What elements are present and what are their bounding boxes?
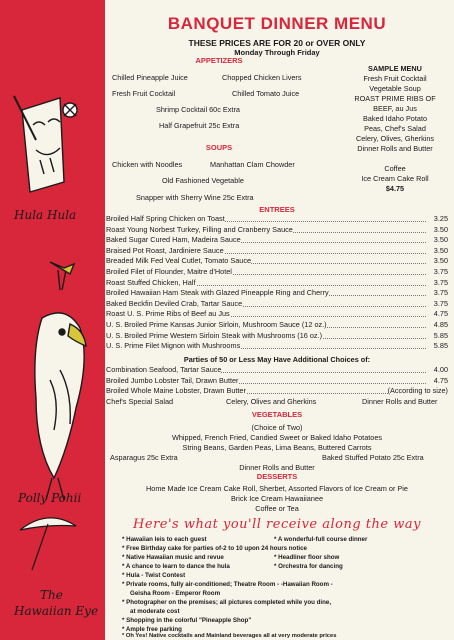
entree-price: 3.75 <box>433 277 448 287</box>
veg-choice: (Choice of Two) <box>251 423 303 432</box>
chef-celery: Celery, Olives and Gherkins <box>226 397 317 406</box>
entree-price: 4.85 <box>433 320 448 329</box>
entree-price: 3.75 <box>433 267 448 276</box>
decorative-sidebar <box>0 0 105 640</box>
entree-row <box>106 267 448 277</box>
sample-spacer <box>340 154 450 164</box>
entree-row <box>106 225 448 235</box>
extras-heading: Here's what you'll receive along the way <box>133 517 421 532</box>
entree-price: 3.50 <box>433 235 448 245</box>
dessert-coffee: Coffee or Tea <box>255 504 299 513</box>
extras-bullet: * A wonderful-full course dinner <box>274 536 368 543</box>
sample-menu-heading: SAMPLE MENU <box>368 64 422 73</box>
entree-price: 3.75 <box>433 298 448 308</box>
sidebar-label-hawaiian-eye: Hawaiian Eye <box>14 604 99 618</box>
veg-asparagus: Asparagus 25c Extra <box>110 453 178 462</box>
soup-item: Snapper with Sherry Wine 25c Extra <box>136 193 254 202</box>
extras-bullet: Geisha Room - Emperor Room <box>130 590 221 597</box>
entree-price: (According to size) <box>387 386 448 396</box>
entree-name: Roast Stuffed Chicken, Half <box>106 277 196 287</box>
entree-row <box>106 256 448 266</box>
entree-name: Broiled Filet of Flounder, Maitre d'Hotel <box>106 267 232 276</box>
entree-row <box>106 309 448 319</box>
appetizer-item: Chilled Tomato Juice <box>232 89 300 98</box>
sample-line: Ice Cream Cake Roll <box>361 174 429 183</box>
entree-name: U. S. Broiled Prime Western Sirloin Steak with Mushrooms (16 oz.) <box>106 330 323 340</box>
sidebar-label-polly: Polly Pohii <box>18 491 82 505</box>
entree-row <box>106 341 448 351</box>
entree-row <box>106 331 448 341</box>
entree-row <box>106 376 448 386</box>
sample-menu <box>340 64 450 194</box>
veg-line: Whipped, French Fried, Candied Sweet or Baked Idaho Potatoes <box>171 433 383 442</box>
vegetables-heading: VEGETABLES <box>251 410 303 419</box>
extras-bullet: * Orchestra for dancing <box>274 563 343 570</box>
entree-price: 3.25 <box>433 214 448 223</box>
veg-stuffed-potato: Baked Stuffed Potato 25c Extra <box>322 453 424 462</box>
entree-price: 5.85 <box>433 330 448 340</box>
extras-bullet: at moderate cost <box>130 608 180 615</box>
extras-bullet: * Hula - Twist Contest <box>122 572 186 579</box>
appetizer-item: Fresh Fruit Cocktail <box>112 89 176 98</box>
sample-line: Coffee <box>384 164 406 173</box>
desserts-heading: DESSERTS <box>256 472 298 481</box>
entree-row <box>106 320 448 330</box>
entree-row <box>106 278 448 288</box>
soup-item: Old Fashioned Vegetable <box>162 176 244 185</box>
sidebar-label-hula: Hula Hula <box>14 208 77 222</box>
sample-line: Celery, Olives, Gherkins <box>355 134 435 143</box>
entree-row <box>106 365 448 375</box>
entree-name: Baked Sugar Cured Ham, Madeira Sauce <box>106 235 241 245</box>
extras-bullet: * Free Birthday cake for parties of-2 to 10 upon 24 hours notice <box>122 545 307 552</box>
entree-row <box>106 288 448 298</box>
entree-row <box>106 235 448 245</box>
appetizer-item: Half Grapefruit 25c Extra <box>159 121 240 130</box>
page-title: BANQUET DINNER MENU <box>167 14 387 33</box>
entree-row <box>106 299 448 309</box>
entree-price: 5.85 <box>433 341 448 351</box>
sample-line: BEEF, au Jus <box>373 104 417 113</box>
entree-name: Broiled Hawaiian Ham Steak with Glazed Pineapple Ring and Cherry <box>106 288 329 298</box>
entree-row <box>106 246 448 256</box>
veg-rolls: Dinner Rolls and Butter <box>239 463 315 472</box>
entree-price: 3.50 <box>433 224 448 234</box>
chef-rolls: Dinner Rolls and Butter <box>362 397 438 406</box>
dessert-line: Brick Ice Cream Hawaiianee <box>230 494 324 503</box>
chef-salad: Chef's Special Salad <box>106 397 174 406</box>
entree-name: Combination Seafood, Tartar Sauce <box>106 365 222 374</box>
appetizer-item: Chilled Pineapple Juice <box>112 73 188 82</box>
sample-line: Baked Idaho Potato <box>362 114 428 123</box>
days-notice: Monday Through Friday <box>234 48 320 57</box>
entree-price: 3.50 <box>433 256 448 266</box>
extras-bullet: * A chance to learn to dance the hula <box>122 563 230 570</box>
appetizer-item: Chopped Chicken Livers <box>222 73 302 82</box>
soup-item: Manhattan Clam Chowder <box>210 160 295 169</box>
entree-name: U. S. Prime Filet Mignon with Mushrooms <box>106 341 241 351</box>
soups-heading: SOUPS <box>205 143 233 152</box>
entree-name: Broiled Jumbo Lobster Tail, Drawn Butter <box>106 375 239 385</box>
appetizer-item: Shrimp Cocktail 60c Extra <box>156 105 240 114</box>
dessert-line: Home Made Ice Cream Cake Roll, Sherbet, Assorted Flavors of Ice Cream or Pie <box>146 484 408 493</box>
entree-row <box>106 386 448 396</box>
tiki-illustrations <box>0 0 105 640</box>
entree-name: U. S. Broiled Prime Kansas Junior Sirloin, Mushroom Sauce (12 oz.) <box>106 320 327 329</box>
entree-price: 4.00 <box>433 365 448 374</box>
entree-name: Broiled Whole Maine Lobster, Drawn Butter <box>106 386 246 396</box>
sample-line: Peas, Chef's Salad <box>364 124 426 133</box>
entree-name: Broiled Half Spring Chicken on Toast <box>106 214 225 223</box>
sample-line: Fresh Fruit Cocktail <box>363 74 427 83</box>
sample-line: ROAST PRIME RIBS OF <box>354 94 436 103</box>
appetizers-heading: APPETIZERS <box>195 56 243 65</box>
extras-bullet: * Private rooms, fully air-conditioned; Theatre Room - -Hawaiian Room - <box>122 581 333 588</box>
menu-content <box>104 0 450 640</box>
veg-line: String Beans, Garden Peas, Lima Beans, Buttered Carrots <box>182 443 372 452</box>
extras-bullet: * Ample free parking <box>122 626 182 633</box>
entree-name: Breaded Milk Fed Veal Cutlet, Tomato Sauce <box>106 256 252 266</box>
entree-price: 3.75 <box>433 288 448 298</box>
extras-bullet: * Hawaiian leis to each guest <box>122 536 207 543</box>
entree-price: 4.75 <box>433 375 448 385</box>
sample-line: Dinner Rolls and Butter <box>357 144 433 153</box>
sample-price: $4.75 <box>385 184 405 193</box>
sidebar-label-the: The <box>40 588 63 602</box>
soup-item: Chicken with Noodles <box>112 160 183 169</box>
entrees-heading: ENTREES <box>259 205 295 214</box>
entree-price: 3.50 <box>433 245 448 255</box>
extras-bullet: * Headliner floor show <box>274 554 340 561</box>
entree-name: Baked Beckfin Deviled Crab, Tartar Sauce <box>106 298 243 308</box>
entree-row <box>106 214 448 224</box>
entree-name: Roast U. S. Prime Ribs of Beef au Jus <box>106 309 230 319</box>
extras-bullet: * Native Hawaiian music and revue <box>122 554 224 561</box>
price-notice: THESE PRICES ARE FOR 20 or OVER ONLY <box>188 38 366 48</box>
sample-line: Vegetable Soup <box>369 84 421 93</box>
extras-bullet: * Oh Yes! Native cocktails and Mainland beverages all at very moderate prices <box>122 633 337 639</box>
extras-bullet: * Photographer on the premises; all pictures completed while you dine, <box>122 599 332 606</box>
extras-bullet: * Shopping in the colorful "Pineapple Shop" <box>122 617 252 624</box>
entree-name: Roast Young Norbest Turkey, Filling and Cranberry Sauce <box>106 224 293 234</box>
party-note: Parties of 50 or Less May Have Additional Choices of: <box>183 355 371 364</box>
entree-price: 4.75 <box>433 309 448 319</box>
entree-name: Braised Pot Roast, Jardiniere Sauce <box>106 245 224 255</box>
